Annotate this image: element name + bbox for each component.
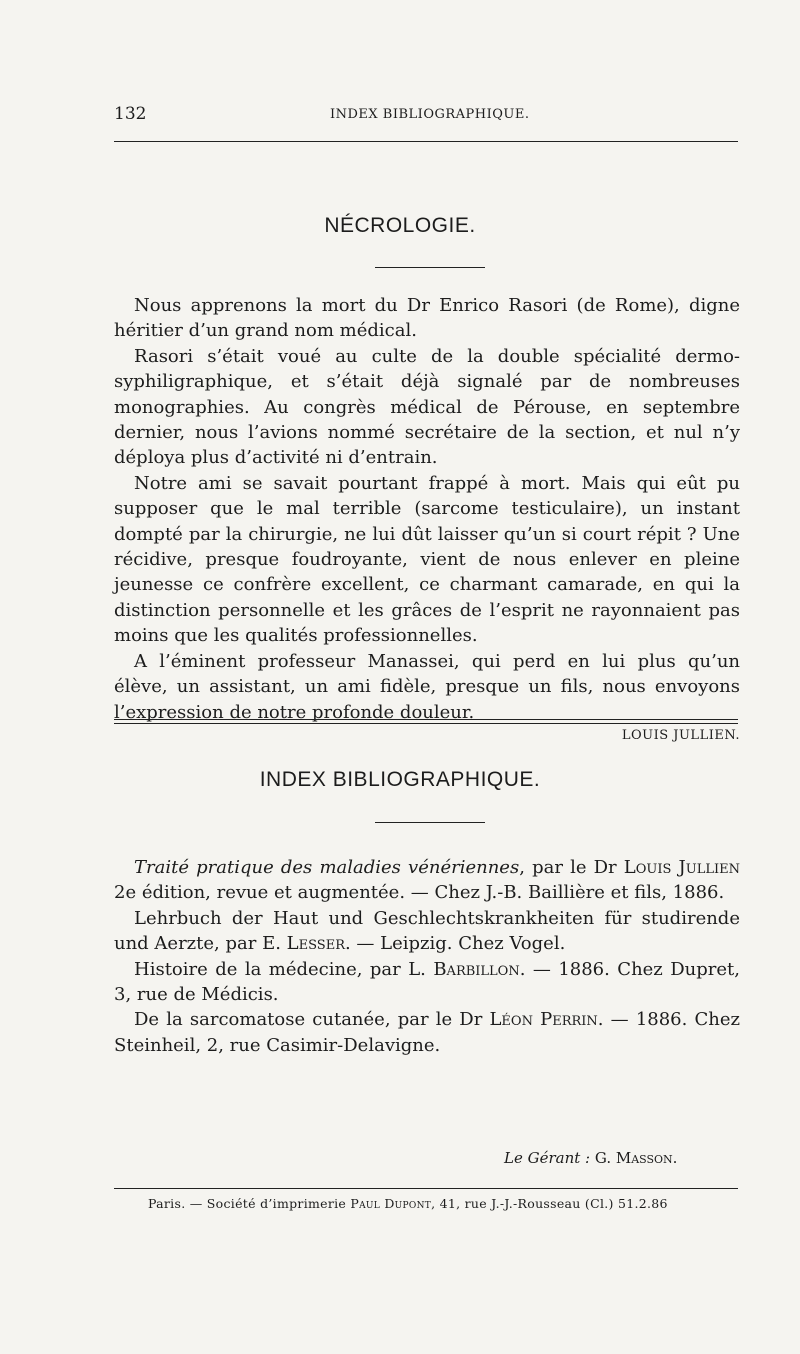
necrology-paragraph: Notre ami se savait pourtant frappé à mort. Mais qui eût pu supposer que le mal terrible (sarcome testiculaire), un instant dompté par la chirurgie, ne lui dût laisser qu’un si court répit ? Une récidive, presque foudroyante, vient de nous enlever en pleine jeunesse ce confrère excellent, ce charmant camarade, en qui la distinction personnelle et les grâces de l’esprit ne rayonnaient pas moins que les qualités professionnelles.: [114, 472, 740, 647]
section-separator-rule: [114, 719, 738, 720]
section-separator-rule: [114, 723, 738, 724]
page-number: 132: [114, 104, 147, 124]
entry-text: Lehrbuch der Haut und Geschlechtskrankheiten für studirende und Aerzte, par E.: [114, 907, 740, 955]
bibliography-entry: [114, 957, 740, 1008]
bibliography-list: [114, 855, 740, 1058]
entry-text: . — 1886. Chez Dupret, 3, rue de Médicis.: [114, 958, 740, 1006]
bibliography-entry: [114, 855, 740, 906]
entry-author: Léon Perrin: [489, 1009, 598, 1031]
entry-author: Louis Jullien: [623, 857, 740, 878]
gerant-line: [504, 1149, 677, 1167]
entry-title: Traité pratique des maladies vénériennes: [134, 857, 520, 878]
imprint-text: , 41, rue J.-J.-Rousseau (Cl.) 51.2.86: [431, 1196, 668, 1211]
entry-author: Barbillon: [433, 958, 520, 980]
entry-text: 2e édition, revue et augmentée. — Chez J.-B. Baillière et fils, 1886.: [114, 882, 725, 904]
imprint-text: Paris. — Société d’imprimerie: [148, 1196, 351, 1211]
gerant-name: G. Masson.: [594, 1149, 678, 1167]
header-rule: [114, 141, 738, 142]
index-title: INDEX BIBLIOGRAPHIQUE.: [259, 768, 541, 791]
index-title-rule: [375, 822, 485, 823]
bibliography-entry: [114, 906, 740, 957]
necrology-body: [114, 293, 740, 748]
entry-text: Histoire de la médecine, par L.: [134, 958, 434, 980]
necrology-paragraph: Nous apprenons la mort du Dr Enrico Rasori (de Rome), digne héritier d’un grand nom médical.: [114, 295, 740, 342]
necrology-title: NÉCROLOGIE.: [324, 214, 476, 237]
footer-rule: [114, 1188, 738, 1189]
entry-text: . — Leipzig. Chez Vogel.: [344, 933, 566, 955]
entry-text: , par le Dr: [519, 857, 624, 878]
entry-text: De la sarcomatose cutanée, par le Dr: [134, 1009, 490, 1031]
necrology-signature: LOUIS JULLIEN.: [621, 727, 740, 743]
printer-imprint: [148, 1196, 668, 1211]
gerant-label: Le Gérant :: [504, 1149, 591, 1167]
necrology-paragraph: Rasori s’était voué au culte de la double spécialité dermo-syphiligraphique, et s’était déjà signalé par de nombreuses monographies. Au congrès médical de Pérouse, en septembre dernier, nous l’avions nommé secrétaire de la section, et nul n’y déploya plus d’activité ni d’entrain.: [114, 345, 740, 469]
running-title: INDEX BIBLIOGRAPHIQUE.: [330, 107, 530, 122]
necrology-title-rule: [375, 267, 485, 268]
entry-text: . — 1886. Chez Steinheil, 2, rue Casimir-Delavigne.: [114, 1009, 741, 1056]
necrology-paragraph: A l’éminent professeur Manassei, qui perd en lui plus qu’un élève, un assistant, un ami fidèle, presque un fils, nous envoyons l’expression de notre profonde douleur.: [114, 650, 740, 723]
printer-name: Paul Dupont: [350, 1196, 432, 1211]
entry-author: Lesser: [286, 933, 345, 955]
bibliography-entry: [114, 1007, 740, 1058]
